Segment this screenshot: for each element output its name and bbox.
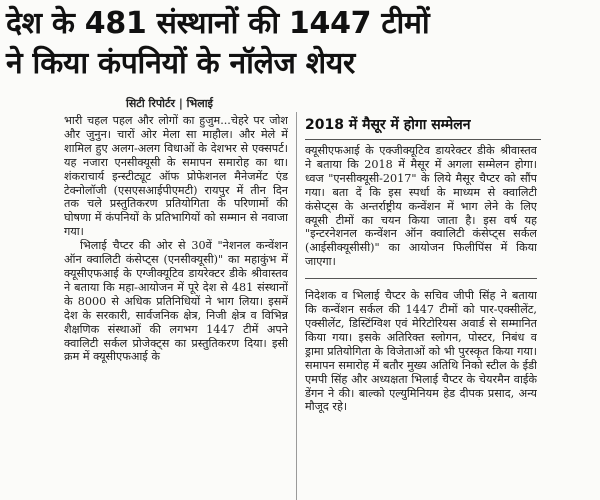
headline [6,4,594,84]
headline-line-2: ने किया कंपनियों के नॉलेज शेयर [6,46,355,81]
article-right-column [305,144,537,500]
article-left-column [64,114,288,500]
article-paragraph-1: भारी चहल पहल और लोगों का हुजुम...चेहरे पर जोश और जुनुन। चारों ओर मेला सा माहौल। और मेले में शामिल हुए अलग-अलग विधाओं के देशभर से एक्सपर्ट। यह नजारा एनसीक्यूसी के समापन समारोह का था। शंकराचार्य इन्स्टीट्यूट ऑफ प्रोफेशनल मैनेजमेंट एंड टेक्नोलॉजी (एसएसआईपीएमटी) रायपुर में तीन दिन तक चले प्रस्तुतिकरण प्रतियोगिता के परिणामों की घोषणा में कंपनियों के प्रतिभागियों को सम्मान से नवाजा गया। [64,114,288,239]
byline: सिटी रिपोर्टर | भिलाई [126,97,213,110]
sidebar-heading: 2018 में मैसूर में होगा सम्मेलन [305,115,541,140]
article-paragraph-3: निदेशक व भिलाई चैप्टर के सचिव जीपी सिंह ने बताया कि कन्वेंशन सर्कल की 1447 टीमों को पार-एक्सीलेंट, एक्सीलेंट, डिस्टिंग्विश एवं मेरिटोरियस अवार्ड से सम्मानित किया गया। इसके अतिरिक्त स्लोगन, पोस्टर, निबंध व ड्रामा प्रतियोगिता के विजेताओं को भी पुरस्कृत किया गया। समापन समारोह में बतौर मुख्य अतिथि निको स्टील के ईडी एमपी सिंह और अध्यक्षता भिलाई चैप्टर के चेयरमैन वाईके डेंगन ने की। बाल्को एल्युमिनियम हेड दीपक प्रसाद, अन्य मौजूद रहे। [305,289,537,414]
headline-line-1: देश के 481 संस्थानों की 1447 टीमों [6,6,430,41]
sidebar-box-rule [305,278,537,279]
sidebar-body: क्यूसीएफआई के एक्जीक्यूटिव डायरेक्टर डीके श्रीवास्तव ने बताया कि 2018 में मैसूर में अगला सम्मेलन होगा। ध्वज "एनसीक्यूसी-2017" के लिये मैसूर चैप्टर को सौंप गया। बता दें कि इस स्पर्धा के माध्यम से क्वालिटी कंसेप्ट्स के अन्तर्राष्ट्रीय कन्वेंशन में भाग लेने के लिए क्यूसी टीमों का चयन किया जाता है। इस वर्ष यह "इन्टरनेशनल कन्वेंशन ऑन क्वालिटी कंसेप्ट्स सर्कल (आईसीक्यूसीसी)" का आयोजन फिलीपिंस में किया जाएगा। [305,144,537,269]
article-paragraph-2: भिलाई चैप्टर की ओर से 30वें "नेशनल कन्वेंशन ऑन क्वालिटी कंसेप्ट्स (एनसीक्यूसी)" का महाकुंभ में क्यूसीएफआई के एग्जीक्यूटिव डायरेक्टर डीके श्रीवास्तव ने बताया कि महा-आयोजन में पूरे देश से 481 संस्थानों के 8000 से अधिक प्रतिनिधियों ने भाग लिया। इसमें देश के सरकारी, सार्वजनिक क्षेत्र, निजी क्षेत्र व विभिन्न शैक्षणिक संस्थाओं की लगभग 1447 टीमें अपने क्वालिटी सर्कल प्रोजेक्ट्स का प्रस्तुतिकरण दिया। इसी क्रम में क्यूसीएफआई के [64,239,288,364]
column-divider [296,112,297,500]
